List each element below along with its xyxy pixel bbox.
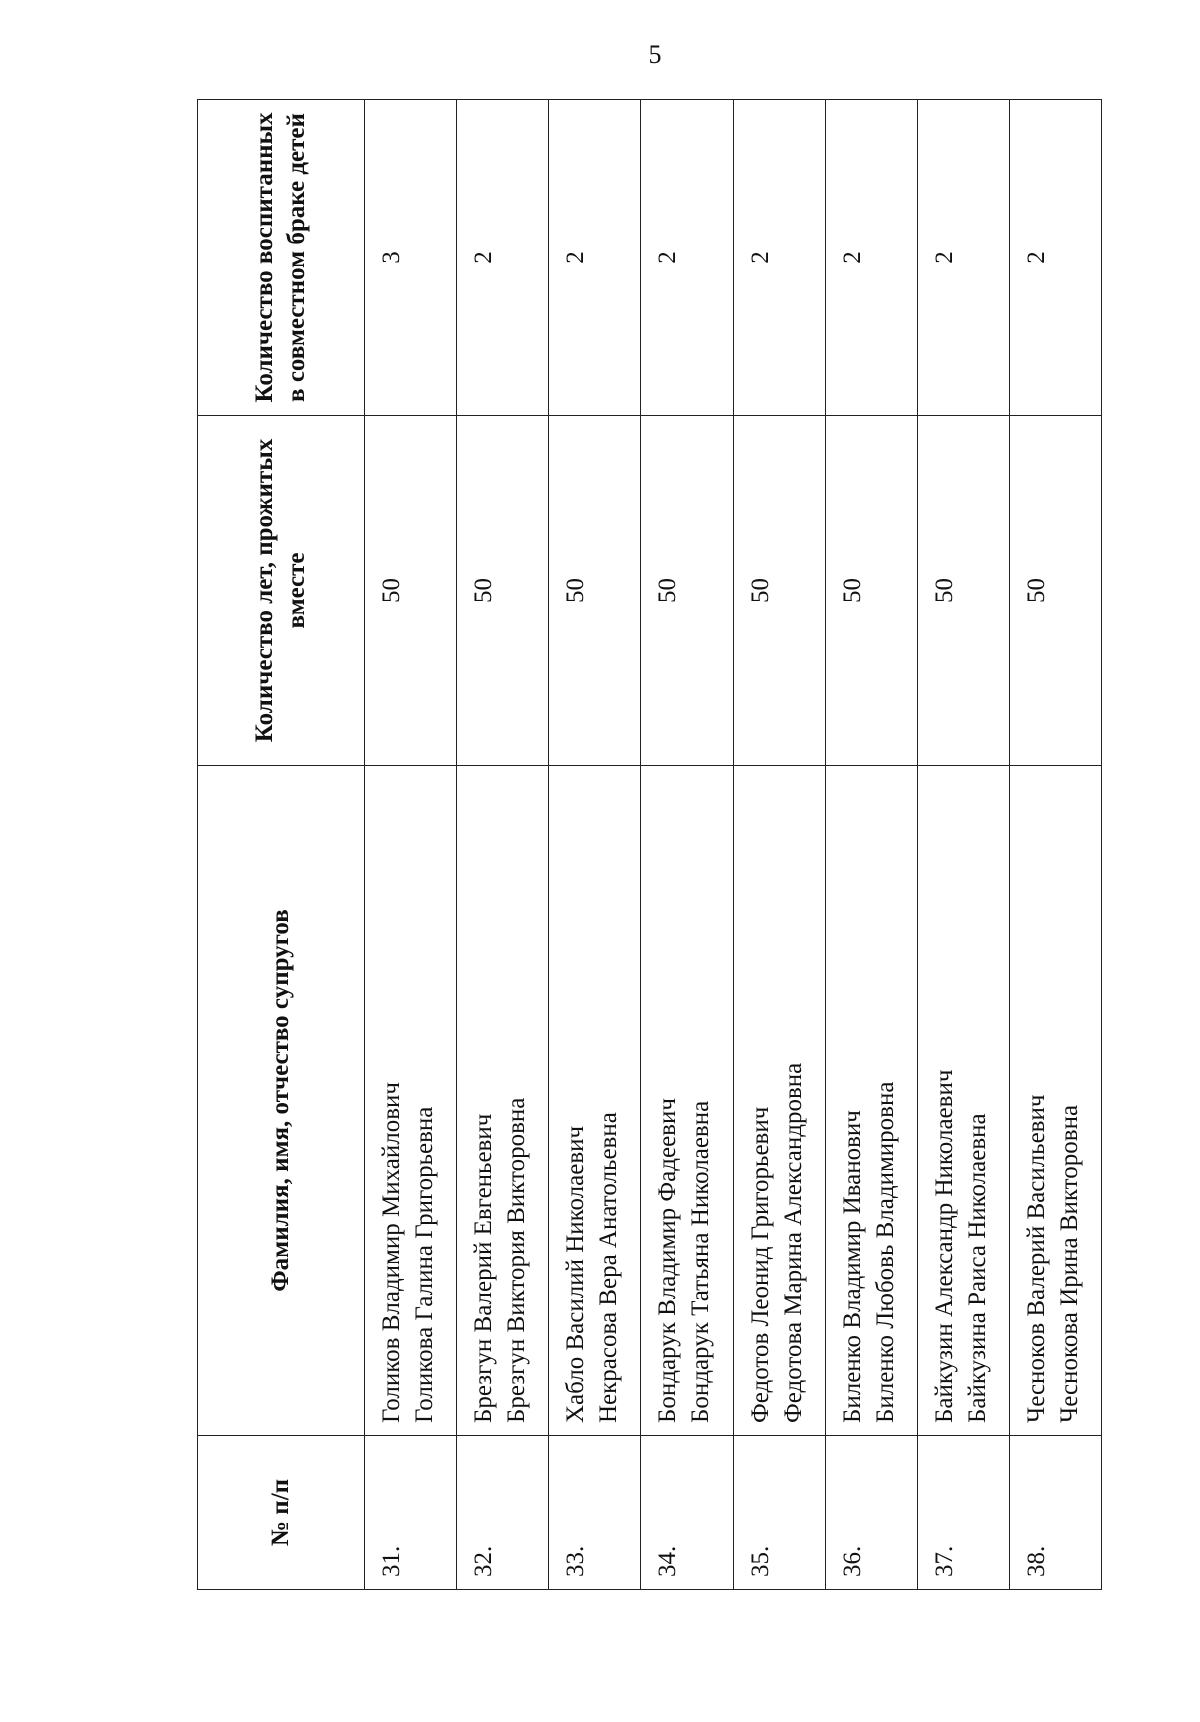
children-count: 2 — [825, 100, 917, 416]
row-number: 31. — [365, 1436, 457, 1590]
row-number: 36. — [825, 1436, 917, 1590]
header-number: № п/п — [198, 1436, 365, 1590]
husband-name: Байкузин Александр Николаевич — [930, 1069, 958, 1423]
header-names: Фамилия, имя, отчество супругов — [198, 766, 365, 1436]
wife-name: Брезгун Виктория Викторовна — [503, 1097, 531, 1423]
children-count: 2 — [457, 100, 549, 416]
table-row — [825, 100, 917, 1590]
wife-name: Федотова Марина Александровна — [779, 1062, 807, 1423]
husband-name: Голиков Владимир Михайлович — [378, 1082, 405, 1423]
row-number: 34. — [641, 1436, 733, 1590]
table-row — [1009, 100, 1101, 1590]
row-number: 33. — [549, 1436, 641, 1590]
spouse-names — [641, 766, 733, 1436]
wife-name: Чеснокова Ирина Викторовна — [1055, 1104, 1083, 1423]
wife-name: Биленко Любовь Владимировна — [871, 1081, 899, 1423]
husband-name: Хабло Василий Николаевич — [562, 1125, 590, 1423]
page-number: 5 — [648, 40, 662, 69]
children-count: 2 — [1009, 100, 1101, 416]
wife-name: Голикова Галина Григорьевна — [411, 1106, 438, 1423]
table-row — [365, 100, 457, 1590]
spouse-names — [1009, 766, 1101, 1436]
years-together: 50 — [917, 416, 1009, 766]
header-children: Количество воспитанных в совместном браке детей — [198, 100, 365, 416]
years-together: 50 — [825, 416, 917, 766]
table-row — [641, 100, 733, 1590]
husband-name: Чесноков Валерий Васильевич — [1022, 1094, 1050, 1423]
table-header-row — [198, 100, 365, 1590]
years-together: 50 — [641, 416, 733, 766]
rotated-table-wrapper — [197, 100, 1102, 1590]
table-row — [733, 100, 825, 1590]
wife-name: Некрасова Вера Анатольевна — [595, 1112, 623, 1423]
spouse-names — [549, 766, 641, 1436]
row-number: 32. — [457, 1436, 549, 1590]
table-row — [457, 100, 549, 1590]
wife-name: Байкузина Раиса Николаевна — [963, 1113, 991, 1423]
husband-name: Федотов Леонид Григорьевич — [746, 1106, 774, 1423]
years-together: 50 — [1009, 416, 1101, 766]
children-count: 2 — [641, 100, 733, 416]
husband-name: Бондарук Владимир Фадеевич — [654, 1098, 682, 1423]
spouses-table — [197, 99, 1102, 1590]
children-count: 3 — [365, 100, 457, 416]
husband-name: Брезгун Валерий Евгеньевич — [470, 1113, 498, 1423]
row-number: 35. — [733, 1436, 825, 1590]
spouse-names — [917, 766, 1009, 1436]
children-count: 2 — [917, 100, 1009, 416]
row-number: 38. — [1009, 1436, 1101, 1590]
wife-name: Бондарук Татьяна Николаевна — [687, 1100, 715, 1423]
years-together: 50 — [549, 416, 641, 766]
husband-name: Биленко Владимир Иванович — [838, 1110, 866, 1423]
years-together: 50 — [457, 416, 549, 766]
children-count: 2 — [733, 100, 825, 416]
row-number: 37. — [917, 1436, 1009, 1590]
spouse-names — [733, 766, 825, 1436]
header-years: Количество лет, прожитых вместе — [198, 416, 365, 766]
spouse-names — [825, 766, 917, 1436]
years-together: 50 — [365, 416, 457, 766]
years-together: 50 — [733, 416, 825, 766]
spouse-names — [365, 766, 457, 1436]
table-row — [917, 100, 1009, 1590]
table-row — [549, 100, 641, 1590]
children-count: 2 — [549, 100, 641, 416]
spouse-names — [457, 766, 549, 1436]
